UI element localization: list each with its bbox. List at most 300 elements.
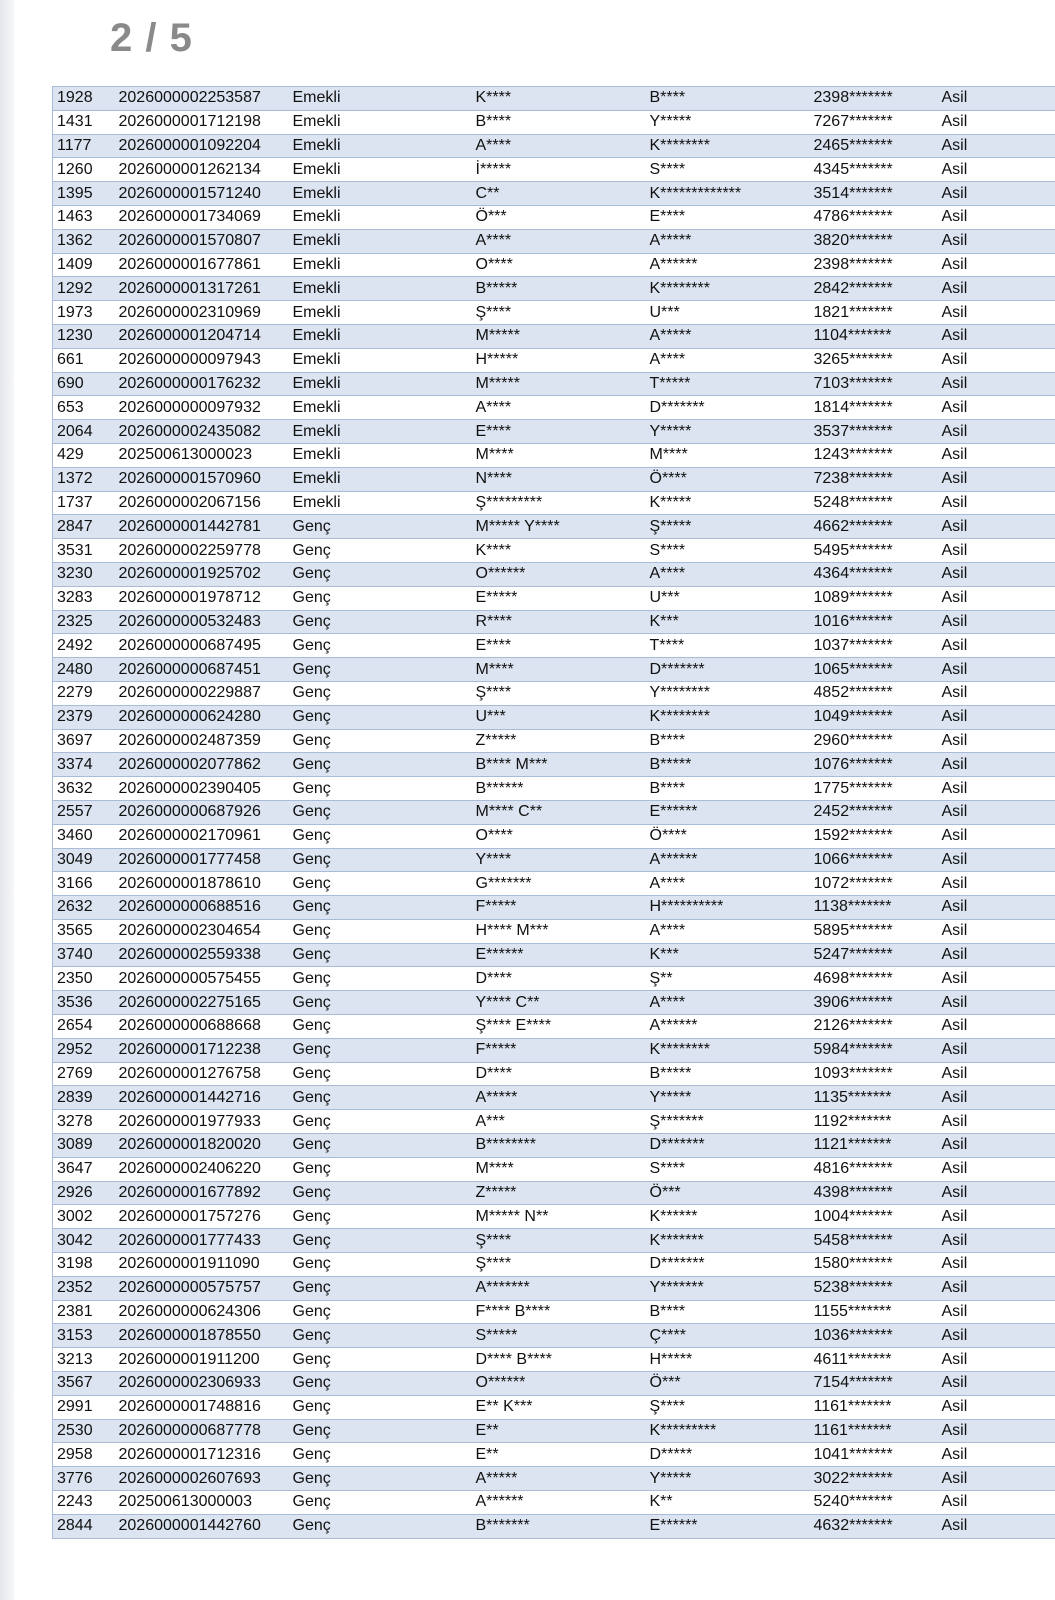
cell-status: Asil [938, 515, 1055, 539]
cell-category: Genç [289, 1467, 472, 1491]
table-row [53, 182, 1055, 206]
cell-first-name-masked: K**** [472, 87, 646, 111]
cell-application-number: 2026000000575455 [115, 967, 289, 991]
cell-last-name-masked: Ş**** [646, 1395, 810, 1419]
cell-first-name-masked: D**** [472, 967, 646, 991]
cell-status: Asil [938, 372, 1055, 396]
table-row [53, 1134, 1055, 1158]
table-row [53, 1086, 1055, 1110]
cell-first-name-masked: D**** B**** [472, 1348, 646, 1372]
cell-last-name-masked: K*** [646, 610, 810, 634]
cell-last-name-masked: D******* [646, 1134, 810, 1158]
cell-row-number: 2530 [53, 1419, 115, 1443]
cell-first-name-masked: Z***** [472, 1181, 646, 1205]
cell-row-number: 3697 [53, 729, 115, 753]
cell-first-name-masked: Z***** [472, 729, 646, 753]
cell-status: Asil [938, 1205, 1055, 1229]
cell-row-number: 2064 [53, 420, 115, 444]
cell-first-name-masked: Ş********* [472, 491, 646, 515]
table-row [53, 1062, 1055, 1086]
cell-first-name-masked: A**** [472, 229, 646, 253]
cell-application-number: 2026000001878550 [115, 1324, 289, 1348]
cell-row-number: 2844 [53, 1514, 115, 1538]
cell-id-number-masked: 5895******* [810, 919, 938, 943]
cell-last-name-masked: U*** [646, 301, 810, 325]
cell-row-number: 1973 [53, 301, 115, 325]
cell-status: Asil [938, 324, 1055, 348]
cell-application-number: 2026000001978712 [115, 586, 289, 610]
cell-last-name-masked: D***** [646, 1443, 810, 1467]
cell-row-number: 3460 [53, 824, 115, 848]
table-row [53, 134, 1055, 158]
cell-status: Asil [938, 491, 1055, 515]
table-body [53, 87, 1055, 1539]
cell-first-name-masked: Ş**** E**** [472, 1015, 646, 1039]
cell-row-number: 2991 [53, 1395, 115, 1419]
cell-row-number: 3166 [53, 872, 115, 896]
cell-row-number: 3278 [53, 1110, 115, 1134]
cell-application-number: 2026000002304654 [115, 919, 289, 943]
cell-row-number: 2379 [53, 705, 115, 729]
cell-category: Genç [289, 1062, 472, 1086]
cell-application-number: 2026000002406220 [115, 1157, 289, 1181]
cell-application-number: 2026000001734069 [115, 205, 289, 229]
table-row [53, 253, 1055, 277]
cell-application-number: 2026000001442716 [115, 1086, 289, 1110]
cell-row-number: 2847 [53, 515, 115, 539]
cell-id-number-masked: 1037******* [810, 634, 938, 658]
cell-row-number: 3042 [53, 1229, 115, 1253]
cell-row-number: 1463 [53, 205, 115, 229]
cell-status: Asil [938, 729, 1055, 753]
cell-first-name-masked: A******* [472, 1276, 646, 1300]
cell-id-number-masked: 1592******* [810, 824, 938, 848]
cell-row-number: 2350 [53, 967, 115, 991]
cell-status: Asil [938, 110, 1055, 134]
cell-category: Genç [289, 586, 472, 610]
table-row [53, 420, 1055, 444]
cell-category: Emekli [289, 301, 472, 325]
cell-row-number: 2839 [53, 1086, 115, 1110]
cell-id-number-masked: 2960******* [810, 729, 938, 753]
table-row [53, 967, 1055, 991]
cell-last-name-masked: B***** [646, 753, 810, 777]
cell-status: Asil [938, 253, 1055, 277]
cell-status: Asil [938, 1253, 1055, 1277]
cell-last-name-masked: S**** [646, 539, 810, 563]
cell-status: Asil [938, 229, 1055, 253]
cell-row-number: 3531 [53, 539, 115, 563]
cell-category: Emekli [289, 158, 472, 182]
cell-row-number: 661 [53, 348, 115, 372]
table-row [53, 1038, 1055, 1062]
cell-last-name-masked: T***** [646, 372, 810, 396]
table-row [53, 301, 1055, 325]
cell-application-number: 2026000001925702 [115, 562, 289, 586]
cell-first-name-masked: O****** [472, 1372, 646, 1396]
cell-application-number: 2026000000624306 [115, 1300, 289, 1324]
cell-id-number-masked: 1016******* [810, 610, 938, 634]
cell-category: Emekli [289, 277, 472, 301]
cell-status: Asil [938, 1419, 1055, 1443]
table-row [53, 1181, 1055, 1205]
cell-application-number: 2026000000687451 [115, 658, 289, 682]
table-row [53, 158, 1055, 182]
cell-row-number: 3198 [53, 1253, 115, 1277]
cell-category: Genç [289, 1419, 472, 1443]
cell-row-number: 2352 [53, 1276, 115, 1300]
cell-category: Emekli [289, 491, 472, 515]
cell-first-name-masked: N**** [472, 467, 646, 491]
cell-first-name-masked: Ş**** [472, 301, 646, 325]
cell-application-number: 2026000000532483 [115, 610, 289, 634]
cell-first-name-masked: O**** [472, 253, 646, 277]
table-row [53, 348, 1055, 372]
table-row [53, 1015, 1055, 1039]
table-row [53, 610, 1055, 634]
cell-last-name-masked: A****** [646, 848, 810, 872]
cell-last-name-masked: K*** [646, 943, 810, 967]
cell-last-name-masked: Y***** [646, 110, 810, 134]
cell-application-number: 2026000002310969 [115, 301, 289, 325]
cell-row-number: 1292 [53, 277, 115, 301]
cell-application-number: 2026000002067156 [115, 491, 289, 515]
table-row [53, 1276, 1055, 1300]
cell-category: Genç [289, 848, 472, 872]
cell-status: Asil [938, 205, 1055, 229]
cell-application-number: 2026000001677892 [115, 1181, 289, 1205]
cell-last-name-masked: A****** [646, 253, 810, 277]
cell-first-name-masked: C** [472, 182, 646, 206]
table-row [53, 1395, 1055, 1419]
cell-id-number-masked: 1138******* [810, 896, 938, 920]
cell-category: Genç [289, 515, 472, 539]
cell-last-name-masked: Ö**** [646, 467, 810, 491]
cell-row-number: 2381 [53, 1300, 115, 1324]
cell-row-number: 3213 [53, 1348, 115, 1372]
cell-first-name-masked: D**** [472, 1062, 646, 1086]
cell-status: Asil [938, 800, 1055, 824]
cell-application-number: 2026000001571240 [115, 182, 289, 206]
cell-status: Asil [938, 1038, 1055, 1062]
cell-category: Genç [289, 777, 472, 801]
cell-first-name-masked: K**** [472, 539, 646, 563]
cell-first-name-masked: O**** [472, 824, 646, 848]
cell-first-name-masked: F**** B**** [472, 1300, 646, 1324]
page-indicator: 2 / 5 [110, 16, 193, 60]
cell-id-number-masked: 4398******* [810, 1181, 938, 1205]
cell-application-number: 2026000002306933 [115, 1372, 289, 1396]
cell-category: Emekli [289, 205, 472, 229]
cell-id-number-masked: 4345******* [810, 158, 938, 182]
cell-id-number-masked: 1135******* [810, 1086, 938, 1110]
cell-first-name-masked: S***** [472, 1324, 646, 1348]
cell-first-name-masked: O****** [472, 562, 646, 586]
cell-row-number: 1372 [53, 467, 115, 491]
cell-id-number-masked: 3820******* [810, 229, 938, 253]
cell-status: Asil [938, 705, 1055, 729]
table-row [53, 1372, 1055, 1396]
cell-application-number: 2026000002559338 [115, 943, 289, 967]
cell-last-name-masked: Ş***** [646, 515, 810, 539]
cell-first-name-masked: U*** [472, 705, 646, 729]
cell-first-name-masked: H***** [472, 348, 646, 372]
cell-category: Genç [289, 824, 472, 848]
cell-id-number-masked: 4786******* [810, 205, 938, 229]
cell-id-number-masked: 1161******* [810, 1419, 938, 1443]
cell-application-number: 2026000001712238 [115, 1038, 289, 1062]
cell-row-number: 3374 [53, 753, 115, 777]
cell-status: Asil [938, 634, 1055, 658]
cell-category: Genç [289, 1348, 472, 1372]
table-row [53, 753, 1055, 777]
cell-first-name-masked: M***** [472, 372, 646, 396]
table-row [53, 919, 1055, 943]
cell-status: Asil [938, 777, 1055, 801]
table-row [53, 562, 1055, 586]
cell-row-number: 3565 [53, 919, 115, 943]
cell-last-name-masked: A**** [646, 872, 810, 896]
cell-category: Genç [289, 1300, 472, 1324]
cell-status: Asil [938, 1015, 1055, 1039]
cell-status: Asil [938, 967, 1055, 991]
cell-row-number: 3740 [53, 943, 115, 967]
cell-category: Genç [289, 1276, 472, 1300]
cell-first-name-masked: E***** [472, 586, 646, 610]
cell-last-name-masked: Ö**** [646, 824, 810, 848]
cell-first-name-masked: M**** [472, 443, 646, 467]
cell-status: Asil [938, 896, 1055, 920]
cell-category: Emekli [289, 182, 472, 206]
cell-application-number: 202500613000003 [115, 1491, 289, 1515]
cell-application-number: 2026000002259778 [115, 539, 289, 563]
cell-first-name-masked: F***** [472, 1038, 646, 1062]
cell-category: Genç [289, 729, 472, 753]
cell-id-number-masked: 1161******* [810, 1395, 938, 1419]
cell-first-name-masked: E** [472, 1419, 646, 1443]
cell-category: Emekli [289, 110, 472, 134]
cell-id-number-masked: 1076******* [810, 753, 938, 777]
cell-id-number-masked: 1192******* [810, 1110, 938, 1134]
cell-row-number: 3089 [53, 1134, 115, 1158]
cell-row-number: 2769 [53, 1062, 115, 1086]
cell-id-number-masked: 7154******* [810, 1372, 938, 1396]
cell-id-number-masked: 1004******* [810, 1205, 938, 1229]
cell-id-number-masked: 7103******* [810, 372, 938, 396]
table-row [53, 658, 1055, 682]
cell-last-name-masked: M**** [646, 443, 810, 467]
table-row [53, 1157, 1055, 1181]
cell-last-name-masked: D******* [646, 658, 810, 682]
cell-application-number: 2026000002253587 [115, 87, 289, 111]
cell-category: Genç [289, 1205, 472, 1229]
cell-id-number-masked: 4364******* [810, 562, 938, 586]
cell-row-number: 2926 [53, 1181, 115, 1205]
cell-id-number-masked: 1121******* [810, 1134, 938, 1158]
cell-row-number: 2557 [53, 800, 115, 824]
cell-status: Asil [938, 134, 1055, 158]
cell-row-number: 690 [53, 372, 115, 396]
cell-id-number-masked: 2465******* [810, 134, 938, 158]
cell-status: Asil [938, 182, 1055, 206]
cell-first-name-masked: Ş**** [472, 1229, 646, 1253]
cell-application-number: 2026000001757276 [115, 1205, 289, 1229]
cell-row-number: 429 [53, 443, 115, 467]
cell-first-name-masked: B******** [472, 1134, 646, 1158]
cell-status: Asil [938, 348, 1055, 372]
cell-id-number-masked: 5495******* [810, 539, 938, 563]
table-row [53, 1443, 1055, 1467]
cell-row-number: 1362 [53, 229, 115, 253]
table-row [53, 1300, 1055, 1324]
cell-application-number: 2026000001820020 [115, 1134, 289, 1158]
cell-id-number-masked: 1821******* [810, 301, 938, 325]
cell-status: Asil [938, 277, 1055, 301]
cell-row-number: 3002 [53, 1205, 115, 1229]
cell-application-number: 2026000000097932 [115, 396, 289, 420]
cell-id-number-masked: 3022******* [810, 1467, 938, 1491]
cell-last-name-masked: K******** [646, 1038, 810, 1062]
cell-first-name-masked: G******* [472, 872, 646, 896]
table-row [53, 1419, 1055, 1443]
table-row [53, 515, 1055, 539]
cell-status: Asil [938, 1134, 1055, 1158]
cell-application-number: 2026000001442760 [115, 1514, 289, 1538]
cell-first-name-masked: A****** [472, 1491, 646, 1515]
cell-last-name-masked: A***** [646, 324, 810, 348]
table-row [53, 1348, 1055, 1372]
cell-id-number-masked: 3265******* [810, 348, 938, 372]
cell-row-number: 1431 [53, 110, 115, 134]
cell-status: Asil [938, 1181, 1055, 1205]
cell-id-number-masked: 1041******* [810, 1443, 938, 1467]
cell-status: Asil [938, 87, 1055, 111]
cell-last-name-masked: E**** [646, 205, 810, 229]
cell-id-number-masked: 2842******* [810, 277, 938, 301]
cell-row-number: 3776 [53, 1467, 115, 1491]
cell-last-name-masked: A**** [646, 562, 810, 586]
cell-id-number-masked: 4816******* [810, 1157, 938, 1181]
participant-table [52, 86, 1055, 1539]
cell-row-number: 1409 [53, 253, 115, 277]
cell-status: Asil [938, 1491, 1055, 1515]
cell-category: Genç [289, 800, 472, 824]
cell-category: Genç [289, 1110, 472, 1134]
cell-status: Asil [938, 420, 1055, 444]
cell-id-number-masked: 1065******* [810, 658, 938, 682]
cell-application-number: 2026000000229887 [115, 681, 289, 705]
cell-category: Genç [289, 610, 472, 634]
cell-status: Asil [938, 1300, 1055, 1324]
table-row [53, 396, 1055, 420]
cell-row-number: 3632 [53, 777, 115, 801]
cell-application-number: 2026000002435082 [115, 420, 289, 444]
table-row [53, 1253, 1055, 1277]
cell-id-number-masked: 3537******* [810, 420, 938, 444]
table-row [53, 1205, 1055, 1229]
cell-category: Genç [289, 539, 472, 563]
cell-id-number-masked: 3514******* [810, 182, 938, 206]
cell-status: Asil [938, 753, 1055, 777]
cell-application-number: 202500613000023 [115, 443, 289, 467]
cell-last-name-masked: K****** [646, 1205, 810, 1229]
cell-first-name-masked: M***** N** [472, 1205, 646, 1229]
cell-category: Emekli [289, 420, 472, 444]
cell-row-number: 2325 [53, 610, 115, 634]
cell-application-number: 2026000000687778 [115, 1419, 289, 1443]
cell-id-number-masked: 1155******* [810, 1300, 938, 1324]
table-row [53, 1110, 1055, 1134]
cell-row-number: 3049 [53, 848, 115, 872]
cell-status: Asil [938, 658, 1055, 682]
cell-application-number: 2026000002077862 [115, 753, 289, 777]
cell-first-name-masked: M**** [472, 1157, 646, 1181]
cell-first-name-masked: M**** [472, 658, 646, 682]
table-row [53, 491, 1055, 515]
table-row [53, 777, 1055, 801]
cell-category: Genç [289, 1015, 472, 1039]
viewer-left-edge [0, 0, 14, 1600]
cell-id-number-masked: 3906******* [810, 991, 938, 1015]
table-row [53, 110, 1055, 134]
cell-status: Asil [938, 396, 1055, 420]
cell-row-number: 2279 [53, 681, 115, 705]
cell-status: Asil [938, 1348, 1055, 1372]
cell-category: Emekli [289, 443, 472, 467]
table-row [53, 872, 1055, 896]
cell-application-number: 2026000000688668 [115, 1015, 289, 1039]
cell-row-number: 1928 [53, 87, 115, 111]
cell-application-number: 2026000001262134 [115, 158, 289, 182]
cell-first-name-masked: B***** [472, 277, 646, 301]
table-row [53, 824, 1055, 848]
cell-last-name-masked: Y***** [646, 1467, 810, 1491]
table-row [53, 1491, 1055, 1515]
cell-id-number-masked: 1243******* [810, 443, 938, 467]
table-row [53, 1229, 1055, 1253]
cell-first-name-masked: M**** C** [472, 800, 646, 824]
cell-last-name-masked: B**** [646, 1300, 810, 1324]
cell-id-number-masked: 7267******* [810, 110, 938, 134]
table-row [53, 1514, 1055, 1538]
cell-first-name-masked: Ş**** [472, 1253, 646, 1277]
cell-status: Asil [938, 681, 1055, 705]
cell-row-number: 2243 [53, 1491, 115, 1515]
cell-application-number: 2026000001276758 [115, 1062, 289, 1086]
cell-application-number: 2026000002487359 [115, 729, 289, 753]
cell-first-name-masked: A*** [472, 1110, 646, 1134]
cell-row-number: 3153 [53, 1324, 115, 1348]
cell-category: Emekli [289, 372, 472, 396]
cell-category: Emekli [289, 324, 472, 348]
table-row [53, 229, 1055, 253]
cell-last-name-masked: A****** [646, 1015, 810, 1039]
cell-last-name-masked: Y******* [646, 1276, 810, 1300]
table-row [53, 800, 1055, 824]
cell-last-name-masked: A**** [646, 919, 810, 943]
cell-row-number: 1395 [53, 182, 115, 206]
cell-row-number: 2654 [53, 1015, 115, 1039]
cell-application-number: 2026000001317261 [115, 277, 289, 301]
cell-first-name-masked: B**** M*** [472, 753, 646, 777]
cell-category: Emekli [289, 229, 472, 253]
cell-last-name-masked: B**** [646, 777, 810, 801]
cell-last-name-masked: Ç**** [646, 1324, 810, 1348]
cell-category: Genç [289, 1181, 472, 1205]
table-row [53, 443, 1055, 467]
cell-last-name-masked: E****** [646, 800, 810, 824]
cell-application-number: 2026000001204714 [115, 324, 289, 348]
